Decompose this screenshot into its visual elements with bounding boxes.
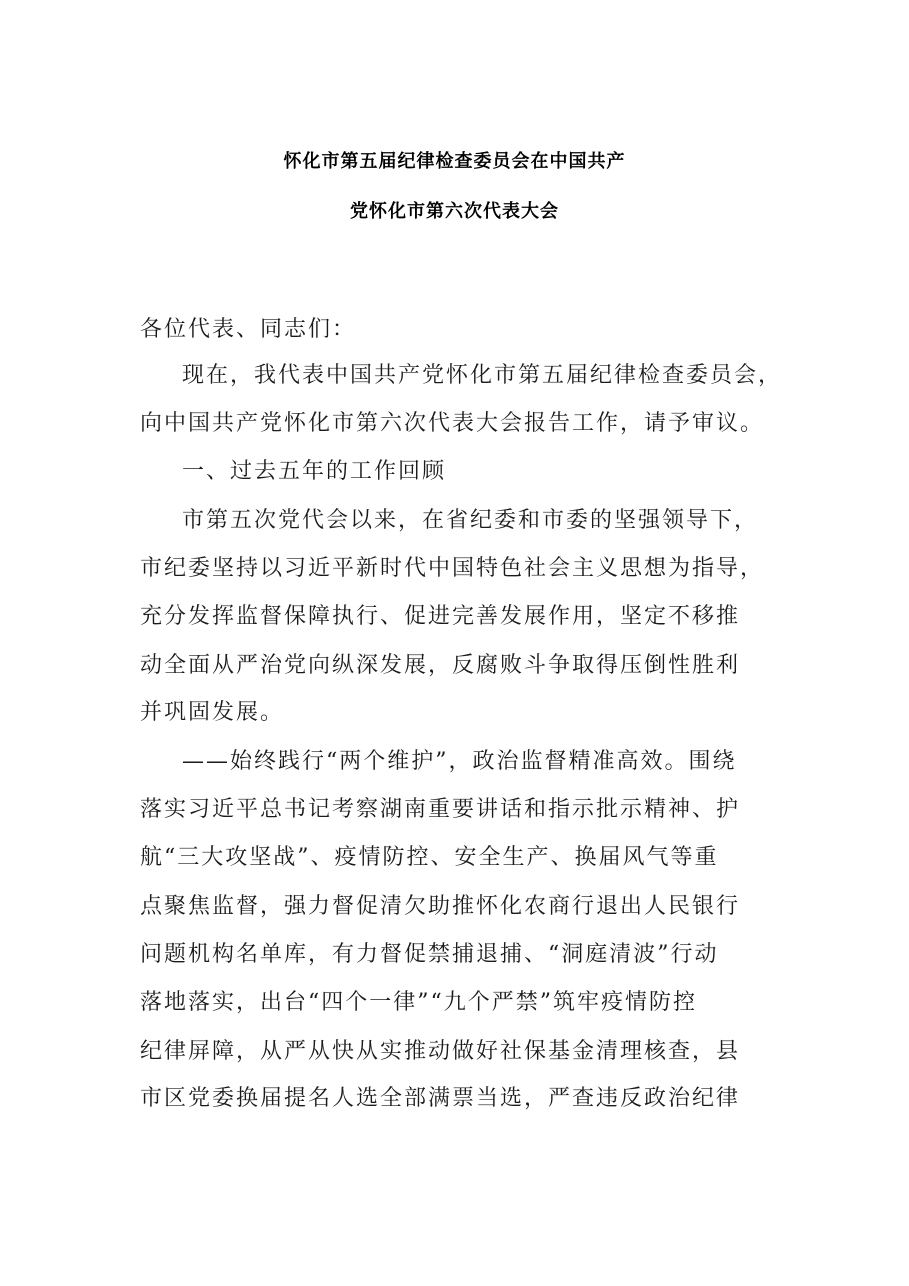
body-line: 航“三大攻坚战”、疫情防控、安全生产、换届风气等重 (140, 845, 719, 870)
body-line: 现在，我代表中国共产党怀化市第五届纪律检查委员会， (182, 363, 783, 388)
body-line: 并巩固发展。 (140, 700, 285, 725)
section-heading: 一、过去五年的工作回顾 (182, 459, 447, 484)
body-line: 市第五次党代会以来，在省纪委和市委的坚强领导下， (182, 508, 759, 533)
body-line: 充分发挥监督保障执行、促进完善发展作用，坚定不移推 (140, 604, 741, 629)
salutation-line: 各位代表、同志们： (140, 317, 357, 342)
body-line: 问题机构名单库，有力督促禁捕退捕、“洞庭清波”行动 (140, 942, 719, 967)
body-line: 市纪委坚持以习近平新时代中国特色社会主义思想为指导， (140, 556, 765, 581)
body-line: ——始终践行“两个维护”，政治监督精准高效。围绕 (182, 749, 737, 774)
document-title-line-1: 怀化市第五届纪律检查委员会在中国共产 (283, 151, 626, 172)
body-line: 向中国共产党怀化市第六次代表大会报告工作，请予审议。 (140, 411, 765, 436)
body-line: 落地落实，出台“四个一律”“九个严禁”筑牢疫情防控 (140, 990, 697, 1015)
body-line: 市区党委换届提名人选全部满票当选，严查违反政治纪律 (140, 1086, 741, 1111)
body-line: 纪律屏障，从严从快从实推动做好社保基金清理核查，县 (140, 1039, 741, 1064)
body-line: 点聚焦监督，强力督促清欠助推怀化农商行退出人民银行 (140, 894, 741, 919)
document-title-line-2: 党怀化市第六次代表大会 (350, 201, 559, 222)
body-line: 动全面从严治党向纵深发展，反腐败斗争取得压倒性胜利 (140, 653, 741, 678)
body-line: 落实习近平总书记考察湖南重要讲话和指示批示精神、护 (140, 797, 741, 822)
